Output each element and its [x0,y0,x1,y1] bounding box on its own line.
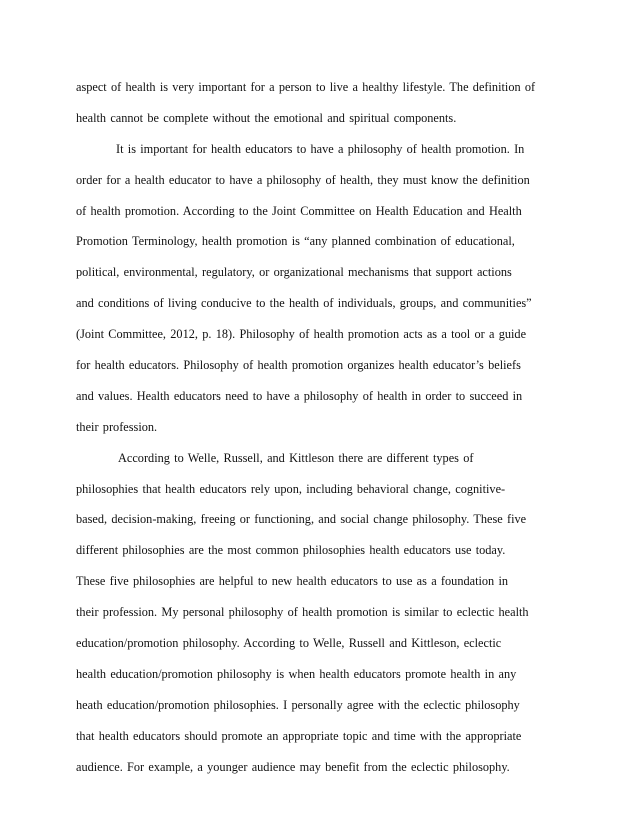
text-line: education/promotion philosophy. According to Welle, Russell and Kittleson, eclectic [76,636,502,651]
text-line: and values. Health educators need to have a philosophy of health in order to succeed in [76,388,523,403]
text-line: philosophies that health educators rely upon, including behavioral change, cognitive- [76,481,506,496]
text-line: audience. For example, a younger audience may benefit from the eclectic philosophy. [76,759,510,774]
text-line: and conditions of living conducive to the health of individuals, groups, and communities” [76,296,532,311]
text-line: political, environmental, regulatory, or organizational mechanisms that support actions [76,265,512,280]
text-line: that health educators should promote an appropriate topic and time with the appropriate [76,728,522,743]
paragraph-first-line: According to Welle, Russell, and Kittleson there are different types of [118,450,474,465]
text-line: their profession. [76,419,158,434]
text-line: of health promotion. According to the Joint Committee on Health Education and Health [76,203,522,218]
text-line: for health educators. Philosophy of health promotion organizes health educator’s beliefs [76,358,521,373]
text-line: Promotion Terminology, health promotion is “any planned combination of educational, [76,234,515,249]
body-text [76,72,556,782]
paragraph-first-line: It is important for health educators to have a philosophy of health promotion. In [116,141,525,156]
text-line: health cannot be complete without the emotional and spiritual components. [76,110,457,125]
text-line: different philosophies are the most common philosophies health educators use today. [76,543,506,558]
text-line: health education/promotion philosophy is when health educators promote health in any [76,666,517,681]
text-line: (Joint Committee, 2012, p. 18). Philosophy of health promotion acts as a tool or a guide [76,327,527,342]
text-line: based, decision-making, freeing or functioning, and social change philosophy. These five [76,512,527,527]
text-line: heath education/promotion philosophies. I personally agree with the eclectic philosophy [76,697,520,712]
text-line: aspect of health is very important for a person to live a healthy lifestyle. The definition of [76,80,536,94]
text-line: their profession. My personal philosophy of health promotion is similar to eclectic health [76,605,529,620]
text-line: order for a health educator to have a philosophy of health, they must know the definition [76,172,530,187]
text-line: These five philosophies are helpful to new health educators to use as a foundation in [76,574,509,589]
